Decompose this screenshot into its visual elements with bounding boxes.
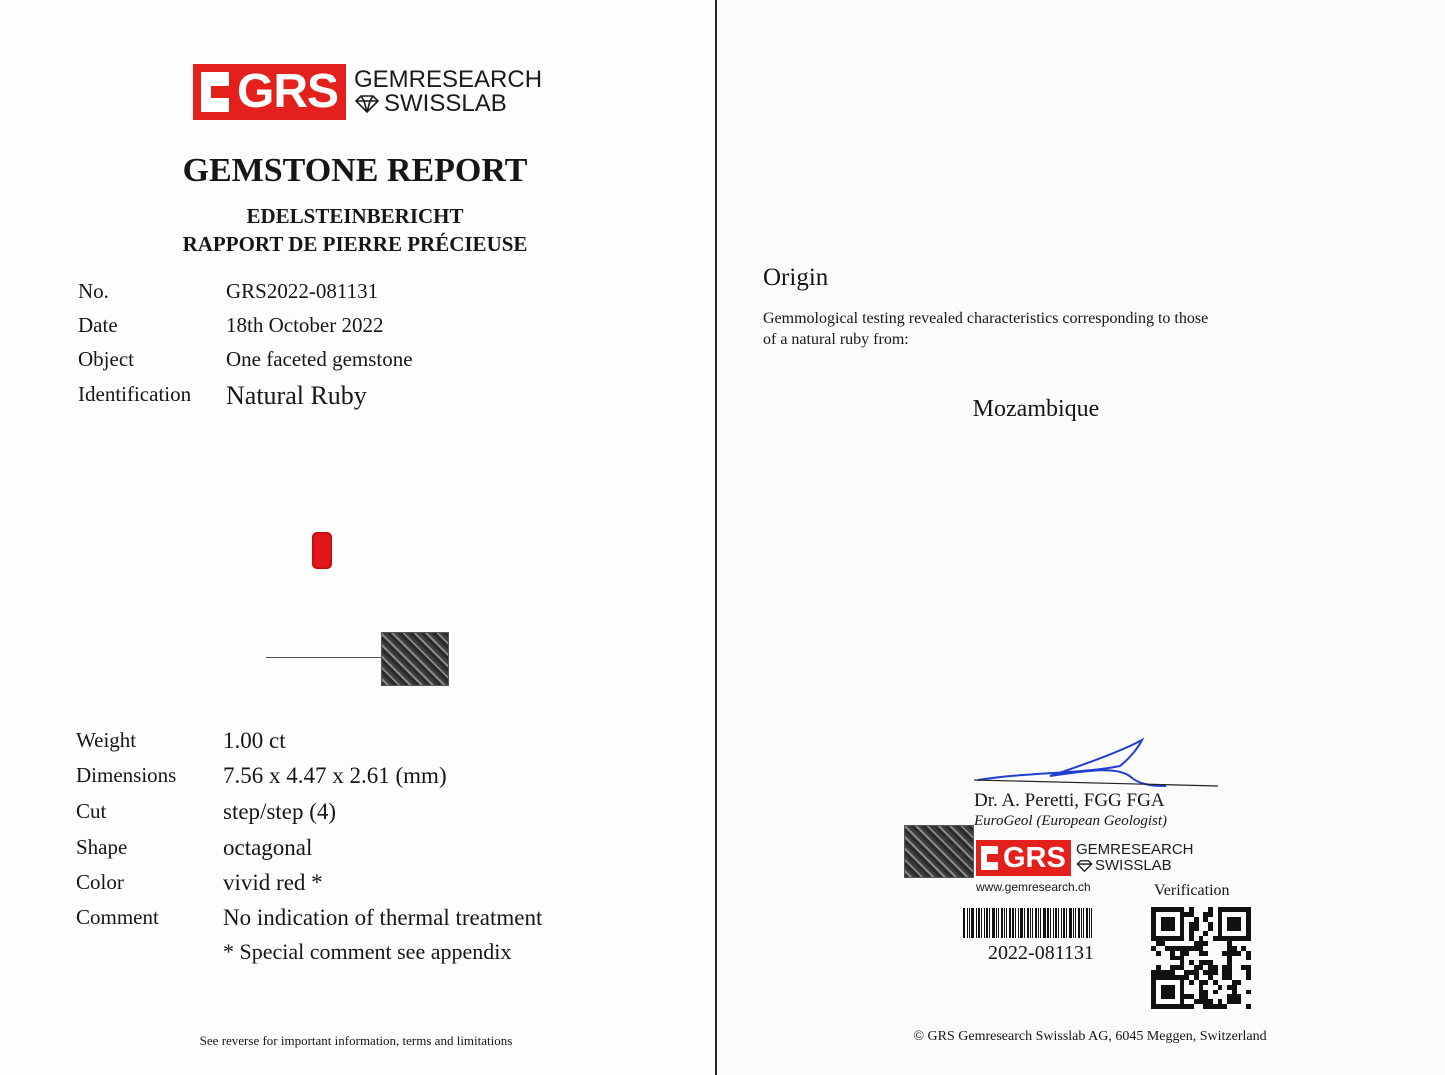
grs-logo-small-text: GRS [1003, 842, 1066, 874]
barcode-bar [1040, 908, 1041, 938]
diamond-icon-small [1076, 860, 1093, 872]
barcode-bar [1061, 908, 1062, 938]
grs-logo-small-wordmark [1076, 842, 1194, 874]
barcode-bar [1006, 908, 1007, 938]
barcode-bar [1032, 908, 1033, 938]
swiss-cross-icon-small [981, 846, 998, 870]
report-subtitle-de: EDELSTEINBERICHT [246, 204, 464, 228]
barcode-bar [1009, 908, 1011, 938]
barcode-bar [1018, 908, 1019, 938]
logo-line-gemresearch: GEMRESEARCH [354, 66, 543, 93]
barcode-bar [1027, 908, 1029, 938]
barcode-bar [1075, 908, 1076, 938]
small-logo-line-swisslab: SWISSLAB [1095, 857, 1172, 874]
barcode-bar [981, 908, 982, 938]
small-logo-line-swisslab-row [1076, 858, 1194, 874]
field-label-number: No. [78, 279, 109, 303]
grs-logo-text: GRS [237, 65, 339, 118]
barcode [963, 908, 1119, 938]
barcode-bar [998, 908, 999, 938]
barcode-bar [992, 908, 995, 938]
barcode-bar [1004, 908, 1005, 938]
diamond-icon [354, 95, 380, 113]
field-label-shape: Shape [76, 835, 128, 859]
field-value-weight: 1.00 ct [223, 728, 286, 753]
barcode-bar [989, 908, 990, 938]
signatory-title: EuroGeol (European Geologist) [974, 813, 1168, 829]
barcode-bar [967, 908, 968, 938]
logo-line-swisslab: SWISSLAB [384, 90, 507, 117]
field-value-object: One faceted gemstone [226, 347, 413, 371]
barcode-bar [1043, 908, 1046, 938]
field-value-number: GRS2022-081131 [226, 279, 379, 303]
hologram-seal [381, 632, 449, 686]
swiss-cross-icon [201, 72, 229, 112]
barcode-bar [1073, 908, 1074, 938]
hologram-seal-right [904, 825, 974, 878]
origin-heading: Origin [763, 264, 829, 291]
origin-text-line-1: Gemmological testing revealed characteristics corresponding to those [763, 310, 1209, 327]
barcode-bar [1038, 908, 1039, 938]
grs-logo [193, 64, 542, 120]
barcode-bar [1020, 908, 1023, 938]
verification-label: Verification [1154, 882, 1230, 899]
barcode-bar [1055, 908, 1057, 938]
signatory-name: Dr. A. Peretti, FGG FGA [974, 790, 1165, 811]
small-logo-line-gemresearch: GEMRESEARCH [1076, 841, 1194, 858]
field-value-cut: step/step (4) [223, 799, 337, 824]
field-label-object: Object [78, 347, 134, 371]
barcode-bar [1001, 908, 1003, 938]
barcode-bar [1047, 908, 1049, 938]
field-label-dimensions: Dimensions [76, 763, 177, 787]
origin-text-line-2: of a natural ruby from: [763, 331, 909, 348]
gemstone-photo [312, 532, 332, 569]
field-label-weight: Weight [76, 728, 137, 752]
barcode-bar [996, 908, 997, 938]
barcode-bar [976, 908, 977, 938]
barcode-bar [1058, 908, 1059, 938]
field-label-color: Color [76, 870, 124, 894]
barcode-bar [969, 908, 970, 938]
field-value-identification: Natural Ruby [226, 381, 367, 410]
grs-logo-small-mark [976, 840, 1071, 876]
field-value-shape: octagonal [223, 835, 313, 860]
field-value-comment: No indication of thermal treatment [223, 905, 543, 930]
left-footer-note: See reverse for important information, terms and limitations [199, 1033, 513, 1048]
barcode-bar [1089, 908, 1090, 938]
grs-logo-wordmark [354, 68, 542, 116]
barcode-bar [984, 908, 985, 938]
barcode-bar [1063, 908, 1065, 938]
report-title: GEMSTONE REPORT [182, 152, 528, 189]
barcode-bar [1081, 908, 1082, 938]
qr-module [1246, 1004, 1251, 1009]
field-label-cut: Cut [76, 799, 107, 823]
barcode-bar [986, 908, 988, 938]
barcode-bar [1066, 908, 1067, 938]
barcode-bar [971, 908, 974, 938]
barcode-bar [1086, 908, 1088, 938]
barcode-bar [1024, 908, 1025, 938]
barcode-bar [963, 908, 965, 938]
hologram-line [266, 657, 382, 658]
qr-code[interactable] [1151, 907, 1251, 1009]
logo-line-swisslab-row [354, 92, 542, 116]
grs-logo-small [976, 840, 1194, 876]
barcode-bar [1053, 908, 1054, 938]
barcode-bar [1030, 908, 1031, 938]
barcode-bar [1012, 908, 1014, 938]
signature [970, 736, 1222, 794]
field-label-date: Date [78, 313, 118, 337]
special-comment-note: * Special comment see appendix [223, 939, 512, 964]
origin-country: Mozambique [972, 396, 1100, 422]
grs-logo-mark [193, 64, 346, 120]
field-label-comment: Comment [76, 905, 159, 929]
barcode-bar [1050, 908, 1051, 938]
page-fold-line [715, 0, 717, 1075]
barcode-bar [1078, 908, 1080, 938]
barcode-number: 2022-081131 [988, 942, 1094, 964]
barcode-bar [1015, 908, 1016, 938]
website-link[interactable]: www.gemresearch.ch [976, 880, 1091, 894]
field-value-color: vivid red * [223, 870, 323, 895]
field-value-date: 18th October 2022 [226, 313, 384, 337]
barcode-bar [1035, 908, 1037, 938]
field-label-identification: Identification [78, 382, 192, 406]
barcode-bar [1091, 908, 1092, 938]
barcode-bar [978, 908, 980, 938]
barcode-bar [1069, 908, 1072, 938]
field-value-dimensions: 7.56 x 4.47 x 2.61 (mm) [223, 763, 447, 788]
right-footer-copyright: © GRS Gemresearch Swisslab AG, 6045 Meggen, Switzerland [913, 1029, 1267, 1044]
report-subtitle-fr: RAPPORT DE PIERRE PRÉCIEUSE [182, 232, 528, 256]
barcode-bar [1083, 908, 1084, 938]
